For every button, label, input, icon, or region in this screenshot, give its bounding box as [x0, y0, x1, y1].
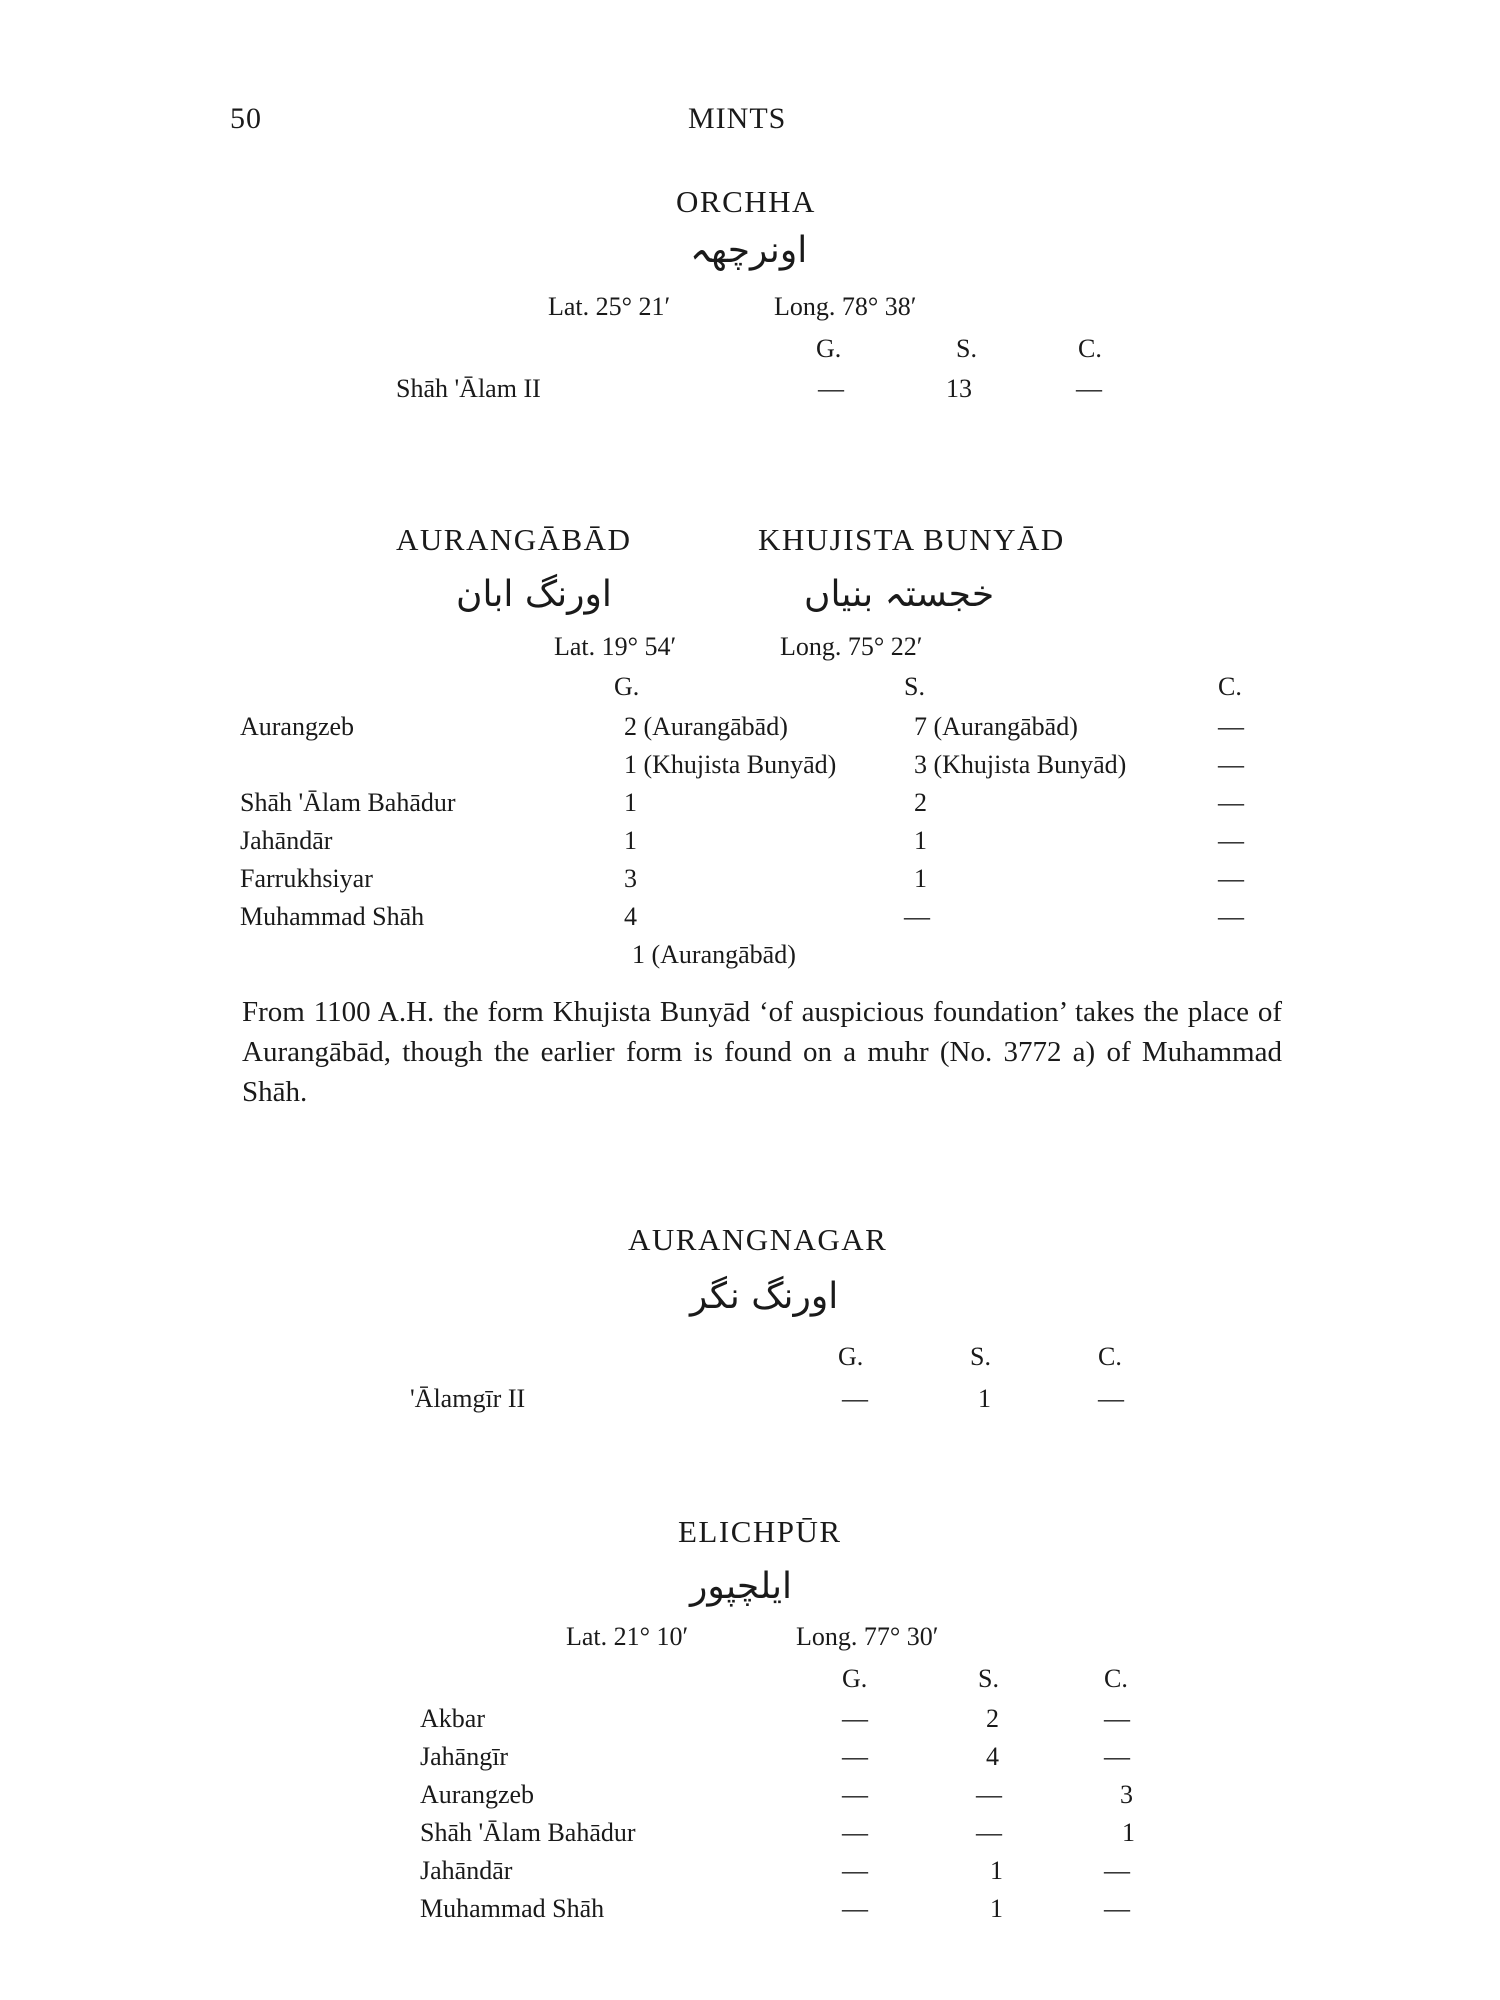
section-title-khujista-bunyad: KHUJISTA BUNYĀD — [758, 522, 1065, 557]
ruler-name: Farrukhsiyar — [240, 864, 373, 893]
value-s: 4 — [986, 1742, 999, 1771]
value-c: — — [1218, 750, 1244, 779]
value-c: — — [1104, 1704, 1130, 1733]
col-header-s: S. — [970, 1342, 991, 1371]
col-header-s: S. — [904, 672, 925, 701]
col-header-g: G. — [816, 334, 842, 363]
ruler-name: Muhammad Shāh — [420, 1894, 605, 1923]
value-s: 7 (Aurangābād) — [914, 712, 1078, 741]
value-s: — — [976, 1780, 1002, 1809]
value-g: — — [842, 1704, 868, 1733]
native-script-khujista-bunyad: خجستہ بنیاں — [804, 574, 995, 615]
col-header-g: G. — [614, 672, 640, 701]
value-c: — — [1104, 1856, 1130, 1885]
ruler-name: Shāh 'Ālam Bahādur — [420, 1818, 636, 1847]
value-s: 1 — [990, 1856, 1003, 1885]
page-number: 50 — [230, 102, 262, 135]
col-header-c: C. — [1098, 1342, 1122, 1371]
section-title-aurangabad: AURANGĀBĀD — [396, 522, 632, 557]
value-g: — — [842, 1856, 868, 1885]
value-s: 2 — [914, 788, 927, 817]
value-c: — — [1218, 826, 1244, 855]
section-title-orchha: ORCHHA — [676, 184, 816, 219]
native-script-aurangabad: اورنگ ابان — [456, 574, 612, 615]
ruler-name: Akbar — [420, 1704, 485, 1733]
section-title-aurangnagar: AURANGNAGAR — [628, 1222, 888, 1257]
value-g: 2 (Aurangābād) — [624, 712, 788, 741]
value-s: — — [976, 1818, 1002, 1847]
value-s: — — [904, 902, 930, 931]
value-c: — — [1218, 902, 1244, 931]
ruler-name: Jahāndār — [420, 1856, 513, 1885]
ruler-name: Shāh 'Ālam II — [396, 374, 541, 403]
col-header-g: G. — [842, 1664, 868, 1693]
longitude: Long. 78° 38′ — [774, 292, 917, 321]
value-g: 1 (Aurangābād) — [632, 940, 796, 969]
value-s: 1 — [914, 826, 927, 855]
native-script-elichpur: ایلچپور — [690, 1566, 793, 1607]
value-s: 1 — [978, 1384, 991, 1413]
value-g: — — [842, 1894, 868, 1923]
value-g: 1 — [624, 826, 637, 855]
value-c: — — [1076, 374, 1102, 403]
value-g: — — [818, 374, 844, 403]
value-g: 1 — [624, 788, 637, 817]
section-title-elichpur: ELICHPŪR — [678, 1514, 842, 1549]
value-s: 2 — [986, 1704, 999, 1733]
value-g: — — [842, 1742, 868, 1771]
value-c: — — [1104, 1742, 1130, 1771]
col-header-c: C. — [1218, 672, 1242, 701]
value-c: — — [1218, 788, 1244, 817]
col-header-c: C. — [1104, 1664, 1128, 1693]
col-header-g: G. — [838, 1342, 864, 1371]
ruler-name: Aurangzeb — [420, 1780, 535, 1809]
footnote-paragraph: From 1100 A.H. the form Khujista Bunyād ‘of auspicious foundation’ takes the place of Aurangābād, though the earlier form is found on a muhr (No. 3772 a) of Muhammad Shāh. — [242, 996, 1282, 1108]
value-g: 4 — [624, 902, 637, 931]
col-header-c: C. — [1078, 334, 1102, 363]
native-script-orchha: اونرچهہ — [690, 230, 808, 271]
col-header-s: S. — [978, 1664, 999, 1693]
ruler-name: Aurangzeb — [240, 712, 355, 741]
value-g: — — [842, 1780, 868, 1809]
running-title: MINTS — [688, 102, 787, 135]
col-header-s: S. — [956, 334, 977, 363]
value-c: — — [1098, 1384, 1124, 1413]
value-c: 3 — [1120, 1780, 1133, 1809]
longitude: Long. 77° 30′ — [796, 1622, 939, 1651]
latitude: Lat. 19° 54′ — [554, 632, 677, 661]
native-script-aurangnagar: اورنگ نگر — [690, 1276, 839, 1317]
value-s: 1 — [914, 864, 927, 893]
value-g: — — [842, 1384, 868, 1413]
value-c: — — [1104, 1894, 1130, 1923]
latitude: Lat. 21° 10′ — [566, 1622, 689, 1651]
longitude: Long. 75° 22′ — [780, 632, 923, 661]
value-c: 1 — [1122, 1818, 1135, 1847]
value-s: 13 — [946, 374, 972, 403]
ruler-name: Jahāngīr — [420, 1742, 509, 1771]
value-c: — — [1218, 712, 1244, 741]
value-g: — — [842, 1818, 868, 1847]
value-s: 1 — [990, 1894, 1003, 1923]
latitude: Lat. 25° 21′ — [548, 292, 671, 321]
ruler-name: Jahāndār — [240, 826, 333, 855]
value-c: — — [1218, 864, 1244, 893]
ruler-name: Shāh 'Ālam Bahādur — [240, 788, 456, 817]
value-g: 1 (Khujista Bunyād) — [624, 750, 837, 779]
ruler-name: 'Ālamgīr II — [410, 1384, 526, 1413]
value-s: 3 (Khujista Bunyād) — [914, 750, 1127, 779]
ruler-name: Muhammad Shāh — [240, 902, 425, 931]
value-g: 3 — [624, 864, 637, 893]
